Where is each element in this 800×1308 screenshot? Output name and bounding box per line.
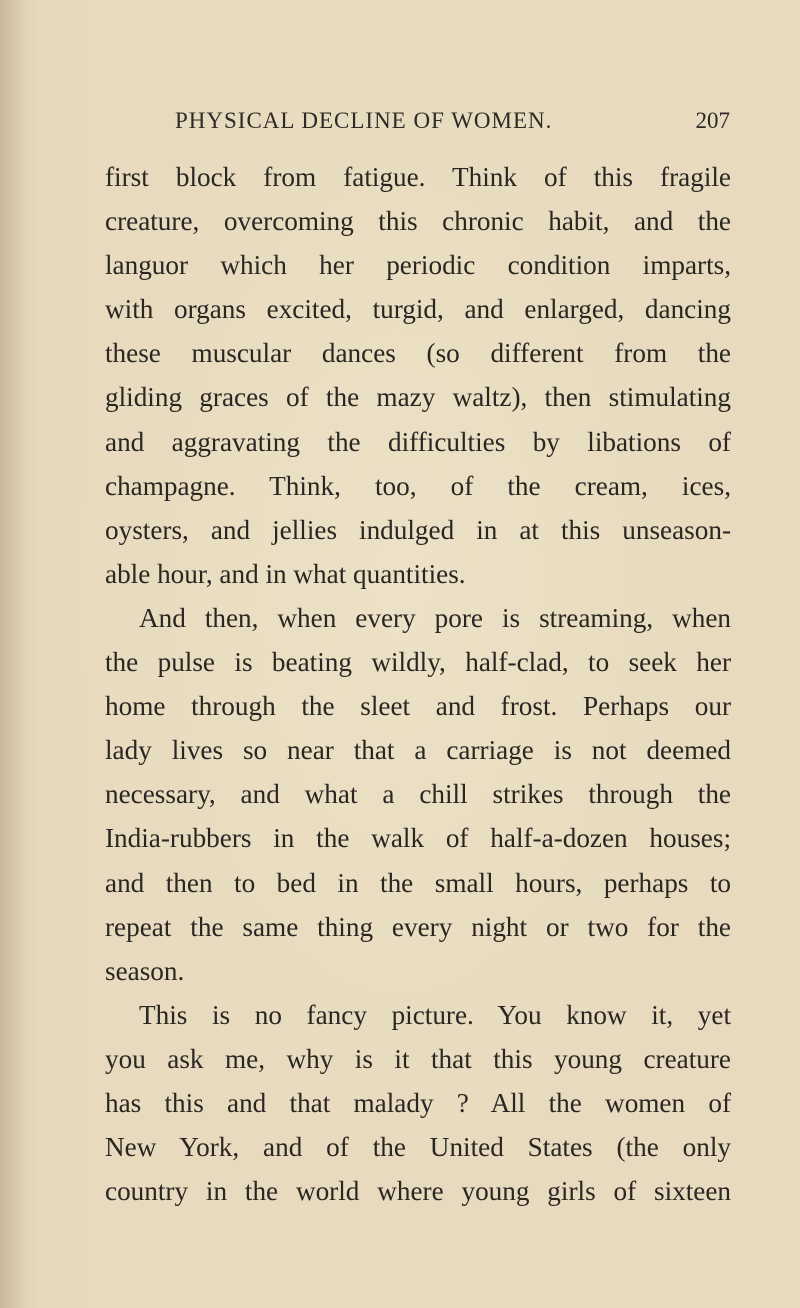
text-line: necessary, and what a chill strikes through the (105, 779, 731, 810)
text-line: This is no fancy picture. You know it, yet (139, 999, 731, 1030)
body-text (105, 155, 731, 1213)
text-line: gliding graces of the mazy waltz), then stimulating (105, 382, 731, 413)
text-line: India-rubbers in the walk of half-a-dozen houses; (105, 823, 731, 854)
text-line: and then to bed in the small hours, perhaps to (105, 867, 731, 898)
text-line: season. (105, 955, 185, 986)
text-line: lady lives so near that a carriage is not deemed (105, 735, 731, 766)
text-line: creature, overcoming this chronic habit, and the (105, 206, 731, 237)
running-head (175, 108, 730, 138)
text-line: home through the sleet and frost. Perhaps our (105, 691, 731, 722)
text-line: the pulse is beating wildly, half-clad, to seek her (105, 647, 731, 678)
text-line: champagne. Think, too, of the cream, ices, (105, 470, 731, 501)
text-line: oysters, and jellies indulged in at this unseason- (105, 514, 731, 545)
page-gutter-shadow (0, 0, 26, 1308)
text-line: these muscular dances (so different from the (105, 338, 731, 369)
text-line: country in the world where young girls of sixteen (105, 1176, 731, 1207)
text-line: And then, when every pore is streaming, when (139, 602, 731, 633)
text-line: and aggravating the difficulties by libations of (105, 426, 731, 457)
text-line: with organs excited, turgid, and enlarged, dancing (105, 294, 731, 325)
page-number: 207 (695, 108, 730, 133)
text-line: you ask me, why is it that this young creature (105, 1043, 731, 1074)
text-line: New York, and of the United States (the only (105, 1132, 731, 1163)
running-title: PHYSICAL DECLINE OF WOMEN. (175, 108, 553, 133)
text-line: has this and that malady ? All the women of (105, 1087, 731, 1118)
text-line: languor which her periodic condition imparts, (105, 250, 731, 281)
text-line: able hour, and in what quantities. (105, 558, 466, 589)
text-line: first block from fatigue. Think of this fragile (105, 162, 731, 192)
text-line: repeat the same thing every night or two for the (105, 911, 731, 942)
